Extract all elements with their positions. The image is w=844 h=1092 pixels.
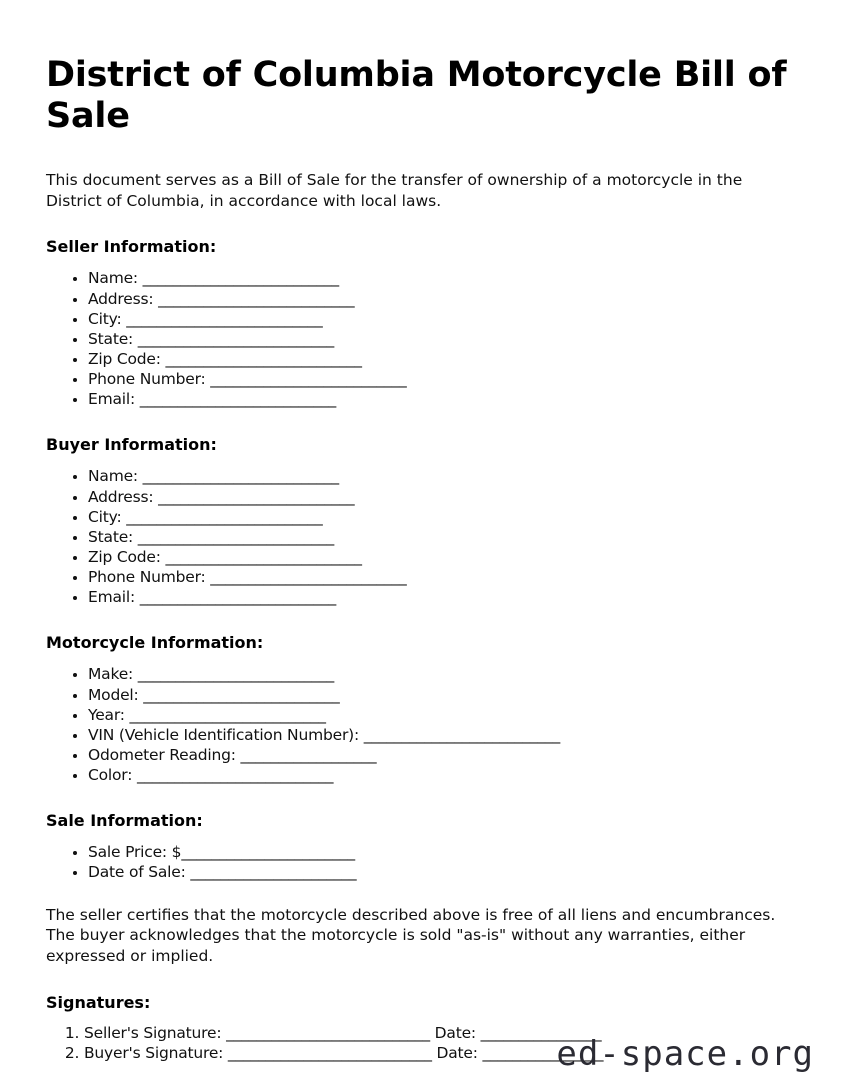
list-item: • State: __________________________ <box>88 329 794 349</box>
sale-information-heading: Sale Information: <box>46 811 203 831</box>
list-item: 2. Buyer's Signature: ___________________________ Date: ________________ <box>84 1043 794 1063</box>
document-page <box>46 0 794 1064</box>
list-item: 1. Seller's Signature: ___________________________ Date: ________________ <box>84 1023 794 1043</box>
list-item: • Make: __________________________ <box>88 664 794 684</box>
list-item: • Name: __________________________ <box>88 268 794 288</box>
seller-information-heading: Seller Information: <box>46 237 217 257</box>
intro-paragraph: This document serves as a Bill of Sale for the transfer of ownership of a motorcycle in the District of Columbia, in accordance with local laws. <box>46 170 743 210</box>
list-item: • Zip Code: __________________________ <box>88 349 794 369</box>
motorcycle-information-heading: Motorcycle Information: <box>46 633 264 653</box>
list-item: • Name: __________________________ <box>88 466 794 486</box>
list-item: • City: __________________________ <box>88 507 794 527</box>
list-item: • Address: __________________________ <box>88 289 794 309</box>
page-title: District of Columbia Motorcycle Bill of Sale <box>46 55 787 137</box>
list-item: • Model: __________________________ <box>88 685 794 705</box>
signatures-heading: Signatures: <box>46 993 151 1013</box>
list-item: • Email: __________________________ <box>88 587 794 607</box>
list-item: • Date of Sale: ______________________ <box>88 862 794 882</box>
buyer-information-heading: Buyer Information: <box>46 435 217 455</box>
list-item: • Zip Code: __________________________ <box>88 547 794 567</box>
list-item: • City: __________________________ <box>88 309 794 329</box>
certification-paragraph: The seller certifies that the motorcycle described above is free of all liens and encumbrances. The buyer acknowledges that the motorcycle is sold "as-is" without any warranties, either expressed or implied. <box>46 905 776 966</box>
list-item: • Address: __________________________ <box>88 487 794 507</box>
list-item: • VIN (Vehicle Identification Number): __________________________ <box>88 725 794 745</box>
motorcycle-field-list <box>46 652 794 785</box>
sale-field-list <box>46 830 794 882</box>
watermark: ed-space.org <box>556 1034 814 1074</box>
list-item: • Phone Number: __________________________ <box>88 567 794 587</box>
list-item: • Odometer Reading: __________________ <box>88 745 794 765</box>
list-item: • Email: __________________________ <box>88 389 794 409</box>
seller-field-list <box>46 256 794 409</box>
list-item: • Year: __________________________ <box>88 705 794 725</box>
buyer-field-list <box>46 454 794 607</box>
list-item: • Sale Price: $_______________________ <box>88 842 794 862</box>
list-item: • Color: __________________________ <box>88 765 794 785</box>
list-item: • Phone Number: __________________________ <box>88 369 794 389</box>
list-item: • State: __________________________ <box>88 527 794 547</box>
